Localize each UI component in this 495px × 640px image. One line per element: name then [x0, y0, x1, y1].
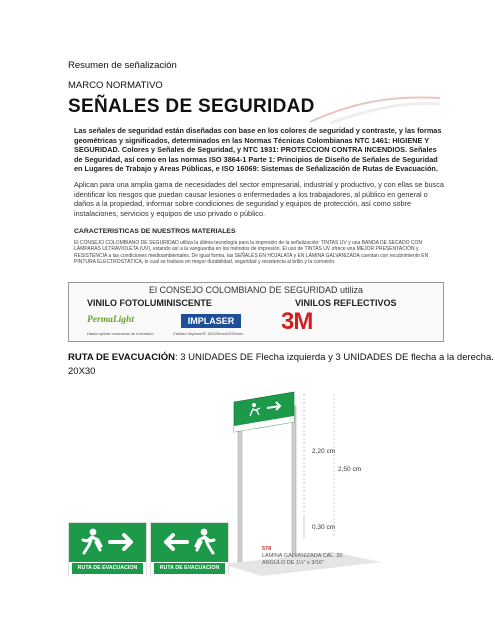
- doc-heading-resumen: Resumen de señalización: [68, 60, 177, 71]
- running-man-left-arrow-icon: [151, 523, 228, 561]
- evacuation-sign-right: [68, 522, 147, 576]
- sign-right-label: RUTA DE EVACUACION: [72, 563, 143, 574]
- swoosh-decoration: [300, 94, 440, 124]
- 3m-logo: 3M: [281, 308, 313, 335]
- implaser-caption: Calidad Implaser® 150/20mcd/2000min: [173, 331, 244, 336]
- pole-sign-diagram: [222, 386, 422, 576]
- route-line: [68, 352, 494, 363]
- route-size: 20X30: [68, 366, 96, 377]
- permalight-caption: Hasta aplicar cerámicas de inventario: [87, 331, 154, 336]
- left-pole: [238, 422, 242, 562]
- running-man-right-arrow-icon: [69, 523, 146, 561]
- image-title: SEÑALES DE SEGURIDAD: [68, 96, 315, 117]
- sign-left-label: RUTA DE EVACUACION: [154, 563, 225, 574]
- spec-lamina: LAMINA GALVANIZADA CAL. 20: [262, 553, 343, 559]
- bold-paragraph: Las señales de seguridad están diseñadas con base en los colores de seguridad y contraste, y las formas geométricas y significados, determinados en las Normas Técnicas Colombianas NTC 1461: HIGIENE Y SEGURIDAD. Colores y Señales de Seguridad, y NTC 1931: PROTECCION CONTRA INCENDIOS. Señales de Seguridad, así como en las normas ISO 3864-1 Parte 1: Principios de Diseño de Señales de Seguridad en Lugares de Trabajo y Areas Públicas, e ISO 16069: Sistemas de Señalización de Rutas de Evacuación.: [74, 126, 442, 174]
- product-code: 578: [262, 546, 272, 552]
- permalight-logo: PermaLight: [87, 315, 134, 325]
- spec-angulo: ANGULO DE 1½" x 3/16": [262, 560, 324, 566]
- route-label: RUTA DE EVACUACIÓN: [68, 352, 175, 363]
- doc-heading-marco: MARCO NORMATIVO: [68, 80, 163, 91]
- materials-title: CARACTERISTICAS DE NUESTROS MATERIALES: [74, 228, 236, 235]
- route-text: : 3 UNIDADES DE Flecha izquierda y 3 UNIDADES DE flecha a la derecha.: [174, 352, 494, 363]
- dimension-030: 0,30 cm: [312, 524, 336, 531]
- dimension-220: 2,20 cm: [312, 448, 336, 455]
- materials-text: El CONSEJO COLOMBIANO DE SEGURIDAD utiliza la última tecnología para la impresión de la señalización: TINTAS UV y una BANDA DE SECADO CON LÁMPARAS ULTRAVIOLETA (UV), estando así a la vanguardia en los métodos de impresión. El uso de TINTAS UV ofrece una MEJOR PRESENTACIÓN y RESISTENCIA a las condiciones medioambientales. De igual forma, las SEÑALES EN HOJALATA y EN LÁMINA GALVANIZADA cuentan con recubrimiento EN PINTURA ELECTROSTÁTICA, lo cual se traduce en mayor durabilidad, seguridad y resistencia al brillo y la corrosión.: [74, 240, 429, 266]
- materials-banner: [68, 282, 444, 342]
- evacuation-sign-left: [150, 522, 229, 576]
- dimension-250: 2,50 cm: [338, 466, 362, 473]
- implaser-logo: IMPLASER: [181, 314, 241, 328]
- vinilo-fotoluminiscente-label: VINILO FOTOLUMINISCENTE: [87, 298, 212, 308]
- banner-top-text: El CONSEJO COLOMBIANO DE SEGURIDAD utiliza: [148, 285, 364, 295]
- pole-sign-panel: [234, 392, 294, 432]
- vinilos-reflectivos-label: VINILOS REFLECTIVOS: [295, 298, 397, 308]
- normal-paragraph: Aplican para una amplia gama de necesidades del sector empresarial, industrial y productivo, y con ellas se busca identificar los riesgos que puedan causar lesiones o enfermedades a los trabajadores, al público en general o daños a la propiedad, informar sobre condiciones de seguridad y equipos de protección, así como sobre instalaciones, servicios y equipos de uso privado o público.: [74, 180, 444, 218]
- right-pole: [292, 406, 296, 562]
